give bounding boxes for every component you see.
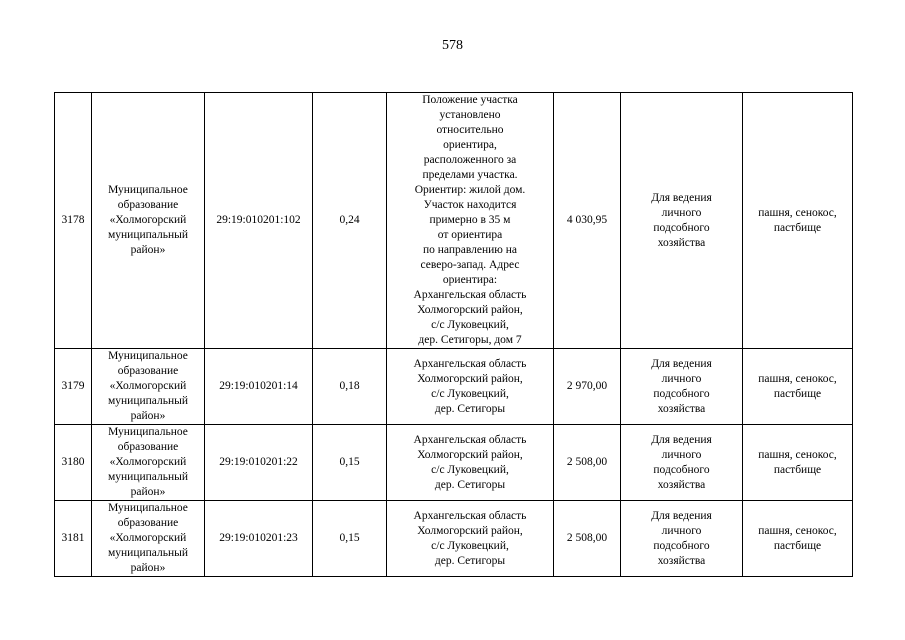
area-cell: 0,18 <box>313 349 387 425</box>
table-row <box>55 425 853 501</box>
land-registry-table <box>54 92 853 577</box>
owner-cell: Муниципальное образование «Холмогорский муниципальный район» <box>92 425 205 501</box>
table-row <box>55 349 853 425</box>
purpose-cell: Для ведения личного подсобного хозяйства <box>621 425 743 501</box>
row-number-cell: 3179 <box>55 349 92 425</box>
area-cell: 0,15 <box>313 501 387 577</box>
location-cell: Архангельская область Холмогорский район, с/с Луковецкий, дер. Сетигоры <box>387 501 554 577</box>
cadastral-number-cell: 29:19:010201:22 <box>205 425 313 501</box>
location-cell: Архангельская область Холмогорский район, с/с Луковецкий, дер. Сетигоры <box>387 349 554 425</box>
purpose-cell: Для ведения личного подсобного хозяйства <box>621 93 743 349</box>
owner-cell: Муниципальное образование «Холмогорский муниципальный район» <box>92 349 205 425</box>
value-cell: 2 970,00 <box>554 349 621 425</box>
land-use-cell: пашня, сенокос, пастбище <box>743 425 853 501</box>
row-number-cell: 3178 <box>55 93 92 349</box>
location-cell: Архангельская область Холмогорский район, с/с Луковецкий, дер. Сетигоры <box>387 425 554 501</box>
row-number-cell: 3180 <box>55 425 92 501</box>
purpose-cell: Для ведения личного подсобного хозяйства <box>621 501 743 577</box>
land-use-cell: пашня, сенокос, пастбище <box>743 349 853 425</box>
row-number-cell: 3181 <box>55 501 92 577</box>
owner-cell: Муниципальное образование «Холмогорский муниципальный район» <box>92 93 205 349</box>
area-cell: 0,24 <box>313 93 387 349</box>
location-cell: Положение участка установлено относительно ориентира, расположенного за пределами участка. Ориентир: жилой дом. Участок находится примерно в 35 м от ориентира по направлению на северо-запад. Адрес ориентира: Архангельская область Холмогорский район, с/с Луковецкий, дер. Сетигоры, дом 7 <box>387 93 554 349</box>
purpose-cell: Для ведения личного подсобного хозяйства <box>621 349 743 425</box>
value-cell: 4 030,95 <box>554 93 621 349</box>
table-row <box>55 93 853 349</box>
page-number: 578 <box>442 38 463 53</box>
owner-cell: Муниципальное образование «Холмогорский муниципальный район» <box>92 501 205 577</box>
area-cell: 0,15 <box>313 425 387 501</box>
cadastral-number-cell: 29:19:010201:102 <box>205 93 313 349</box>
cadastral-number-cell: 29:19:010201:14 <box>205 349 313 425</box>
value-cell: 2 508,00 <box>554 425 621 501</box>
land-use-cell: пашня, сенокос, пастбище <box>743 93 853 349</box>
table-row <box>55 501 853 577</box>
cadastral-number-cell: 29:19:010201:23 <box>205 501 313 577</box>
value-cell: 2 508,00 <box>554 501 621 577</box>
land-use-cell: пашня, сенокос, пастбище <box>743 501 853 577</box>
